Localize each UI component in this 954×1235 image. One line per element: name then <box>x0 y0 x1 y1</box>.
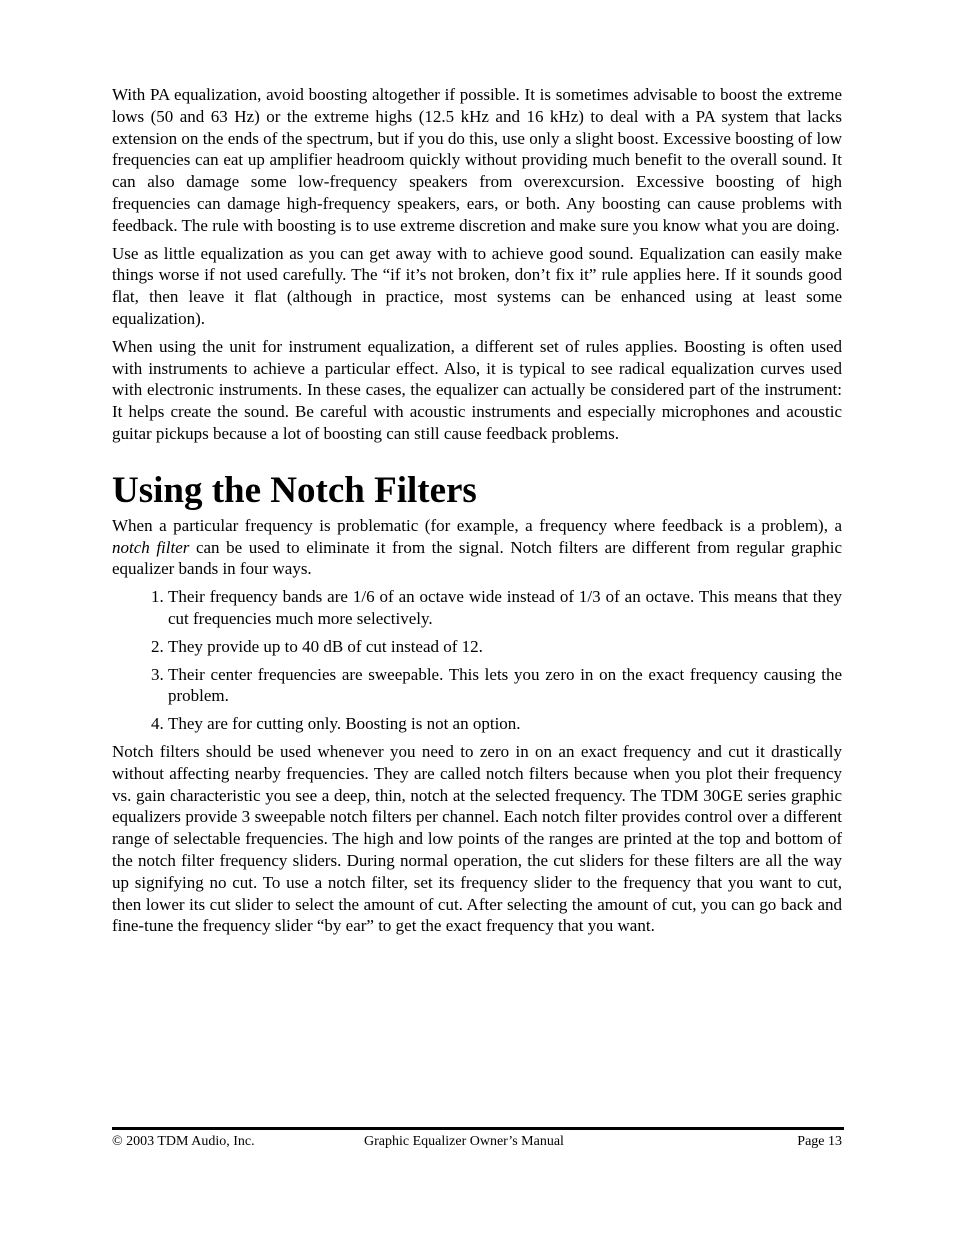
paragraph-instrument-eq: When using the unit for instrument equalization, a different set of rules applies. Boosting is often used with instruments to achieve a particular effect. Also, it is typical to see radical equalization curves used with electronic instruments. In these cases, the equalizer can actually be considered part of the instrument: It helps create the sound. Be careful with acoustic instruments and especially microphones and acoustic guitar pickups because a lot of boosting can still cause feedback problems. <box>112 336 842 443</box>
intro-emphasis: notch filter <box>112 537 190 557</box>
list-item: 4. They are for cutting only. Boosting is not an option. <box>168 713 842 735</box>
footer-copyright: © 2003 TDM Audio, Inc. <box>112 1134 255 1149</box>
section-heading: Using the Notch Filters <box>112 469 477 511</box>
page-footer <box>112 1127 844 1149</box>
list-item: 2. They provide up to 40 dB of cut instead of 12. <box>168 636 842 658</box>
notch-differences-list <box>112 586 842 735</box>
list-item: 3. Their center frequencies are sweepable. This lets you zero in on the exact frequency causing the problem. <box>168 664 842 708</box>
footer-page-number: Page 13 <box>797 1134 842 1149</box>
page-body <box>112 84 842 943</box>
paragraph-pa-boosting: With PA equalization, avoid boosting altogether if possible. It is sometimes advisable to boost the extreme lows (50 and 63 Hz) or the extreme highs (12.5 kHz and 16 kHz) to deal with a PA system that lacks extension on the ends of the spectrum, but if you do this, use only a slight boost. Excessive boosting of low frequencies can eat up amplifier headroom quickly without providing much benefit to the overall sound. It can also damage some low-frequency speakers from overexcursion. Excessive boosting of high frequencies can damage high-frequency speakers, ears, or both. Any boosting can cause problems with feedback. The rule with boosting is to use extreme discretion and make sure you know what you are doing. <box>112 85 842 235</box>
list-item: 1. Their frequency bands are 1/6 of an octave wide instead of 1/3 of an octave. This means that they cut frequencies much more selectively. <box>168 586 842 630</box>
footer-title: Graphic Equalizer Owner’s Manual <box>364 1134 564 1149</box>
paragraph-notch-usage: Notch filters should be used whenever you need to zero in on an exact frequency and cut it drastically without affecting nearby frequencies. They are called notch filters because when you plot their frequency vs. gain characteristic you see a deep, thin, notch at the selected frequency. The TDM 30GE series graphic equalizers provide 3 sweepable notch filters per channel. Each notch filter provides control over a different range of selectable frequencies. The high and low points of the ranges are printed at the top and bottom of the notch filter frequency sliders. During normal operation, the cut sliders for these filters are all the way up signifying no cut. To use a notch filter, set its frequency slider to the frequency that you want to cut, then lower its cut slider to select the amount of cut. After selecting the amount of cut, you can go back and fine-tune the frequency slider “by ear” to get the exact frequency that you want. <box>112 741 842 936</box>
paragraph-little-eq: Use as little equalization as you can get away with to achieve good sound. Equalization can easily make things worse if not used carefully. The “if it’s not broken, don’t fix it” rule applies here. If it sounds good flat, then leave it flat (although in practice, most systems can be enhanced using at least some equalization). <box>112 243 842 328</box>
intro-text-before: When a particular frequency is problematic (for example, a frequency where feedback is a problem), a <box>112 515 842 535</box>
intro-text-after: can be used to eliminate it from the signal. Notch filters are different from regular graphic equalizer bands in four ways. <box>112 537 842 579</box>
paragraph-notch-intro <box>112 515 842 580</box>
